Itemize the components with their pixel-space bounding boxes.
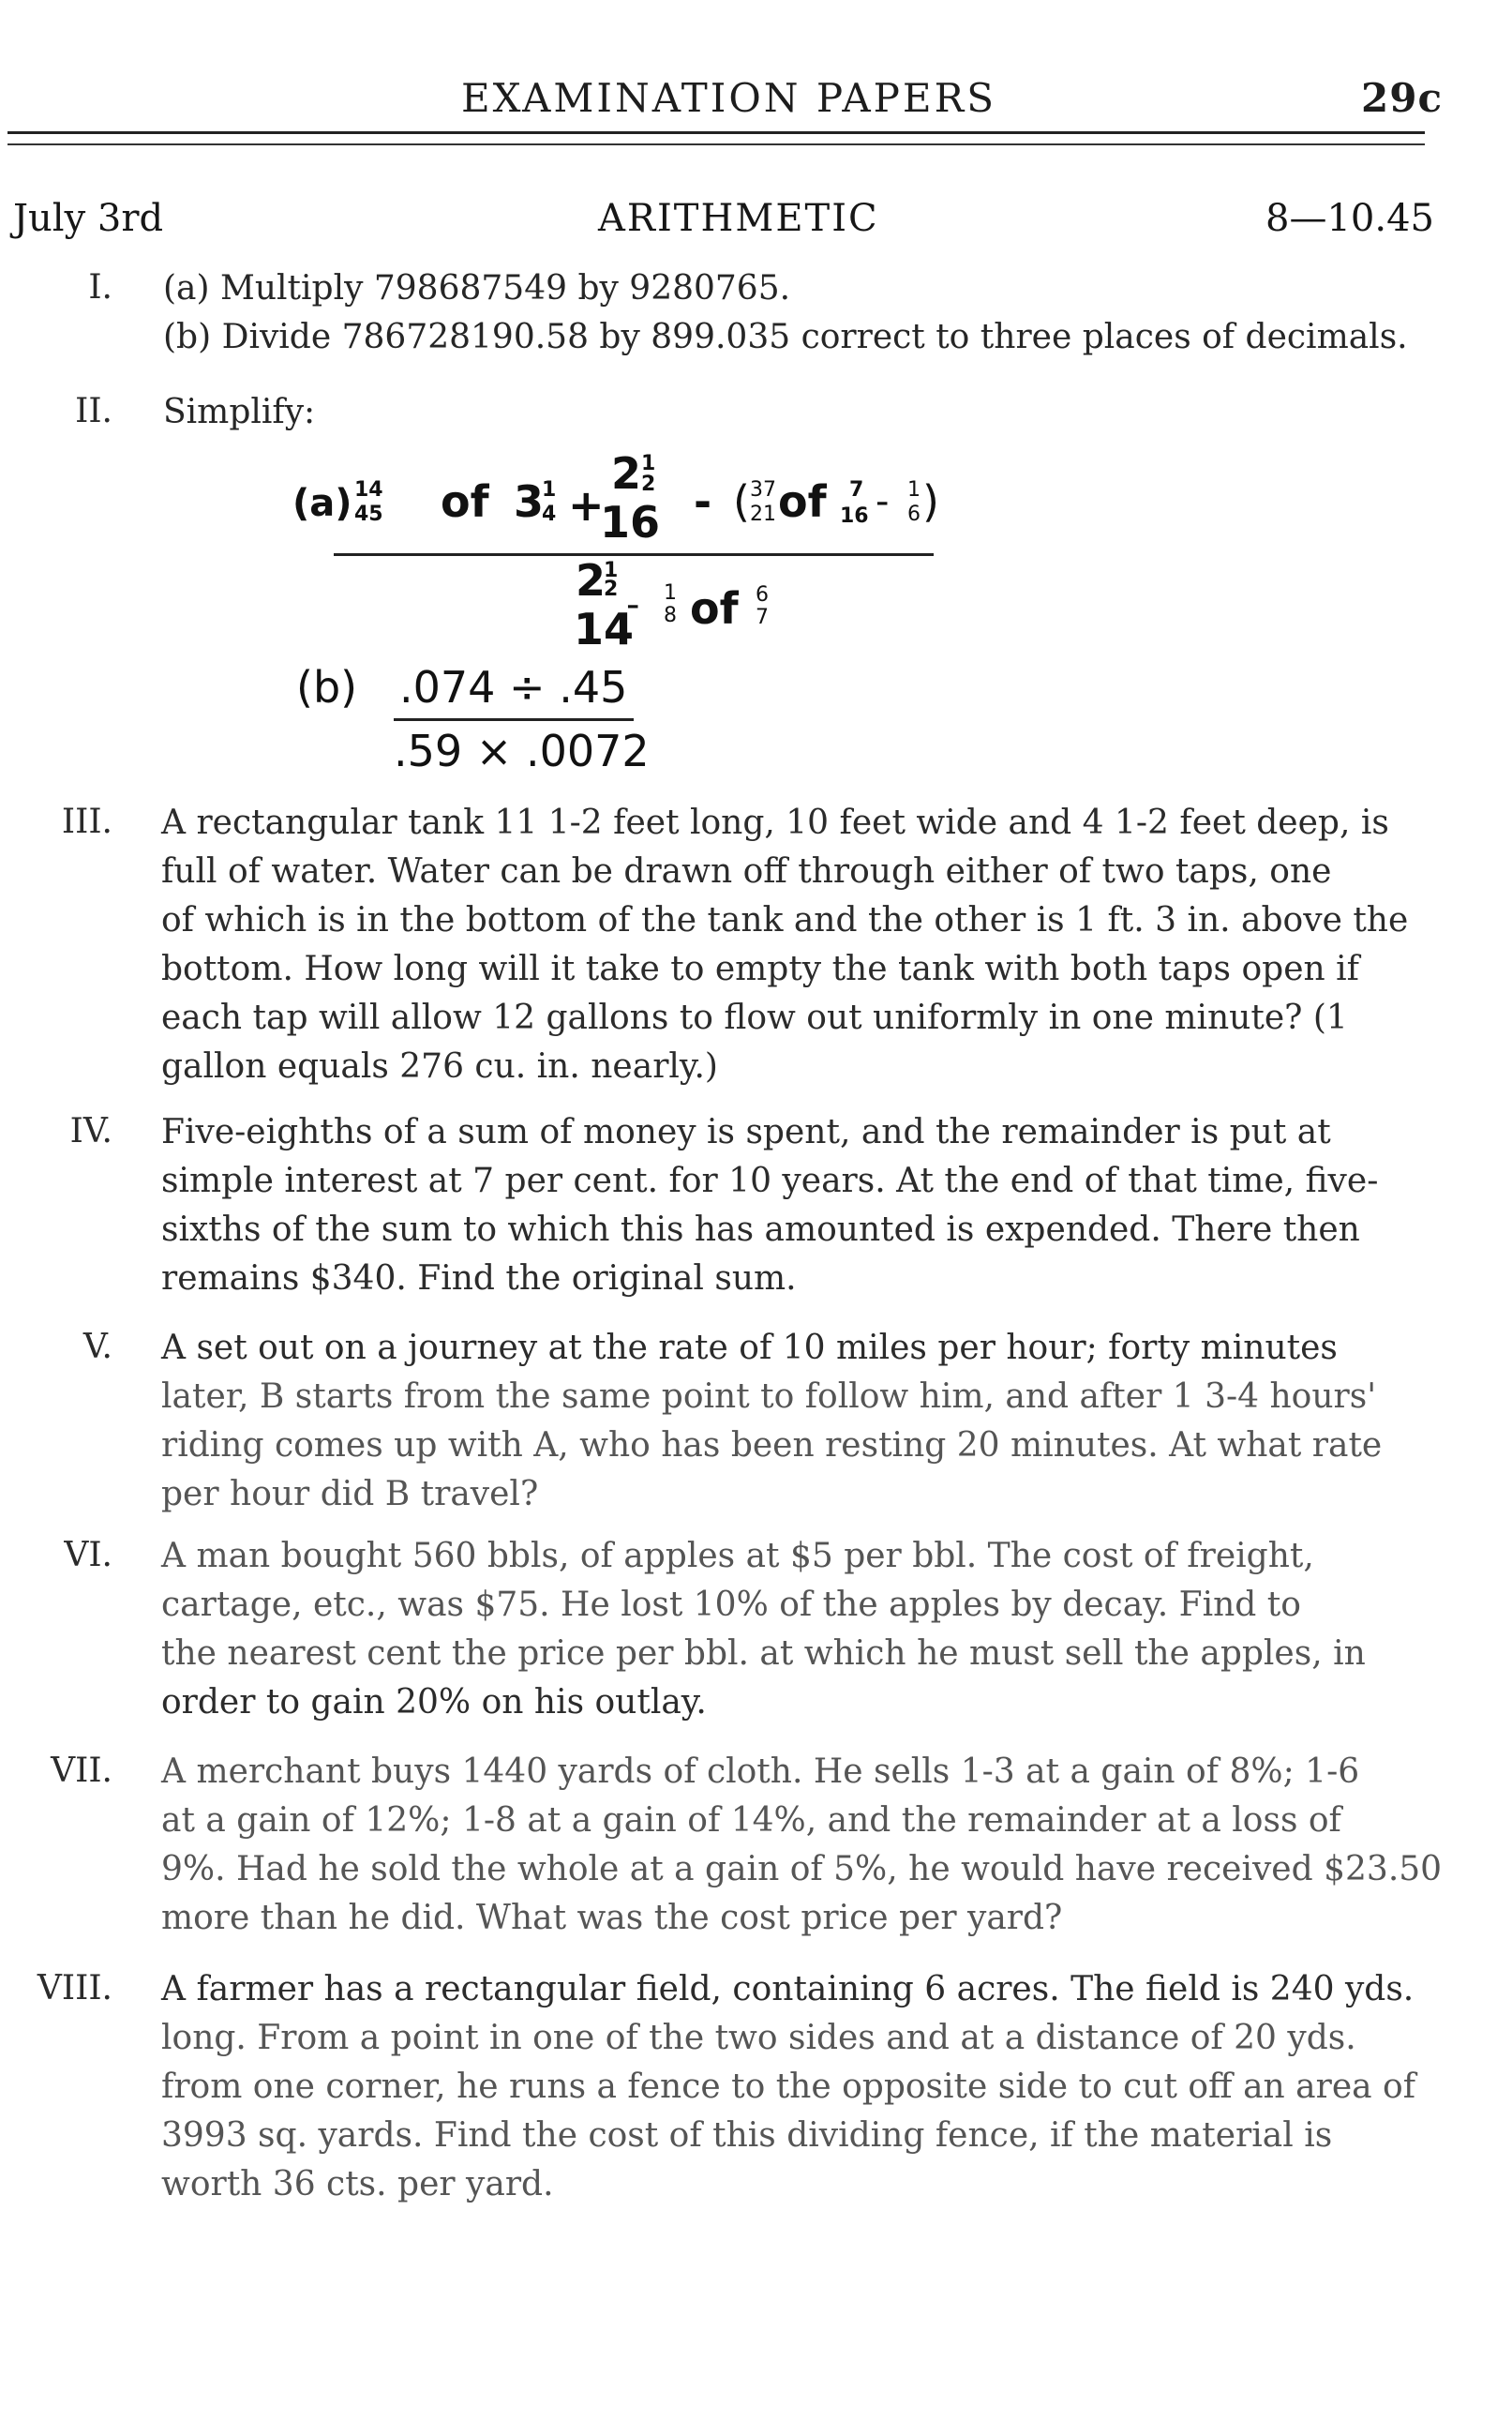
expr-a-den-h-den: 7 [756, 606, 769, 629]
question-3-line: of which is in the bottom of the tank and the other is 1 ft. 3 in. above the [161, 901, 1409, 940]
expr-b-fraction-bar [394, 718, 634, 721]
question-number-1: I. [88, 268, 112, 307]
expr-a-den-of: of [690, 583, 739, 634]
expr-a-minus: - [694, 476, 712, 527]
expr-a-f2-den: 2 [641, 473, 656, 496]
expr-a-den-g-den: 8 [664, 604, 677, 627]
expr-a-f4-num: 7 [849, 478, 864, 502]
question-3-line: full of water. Water can be drawn off through either of two taps, one [161, 852, 1332, 891]
question-number-3: III. [61, 803, 112, 841]
header-rule-bottom [7, 143, 1425, 145]
expr-a-den-denominator: 14 [574, 604, 635, 654]
question-8-line: A farmer has a rectangular field, containing 6 acres. The field is 240 yds. [161, 1970, 1415, 2008]
question-5-line: per hour did B travel? [161, 1475, 539, 1513]
expr-a-mixed-den: 4 [542, 503, 557, 526]
expr-a-of-1: of [441, 476, 489, 527]
question-8-line: long. From a point in one of the two sides and at a distance of 20 yds. [161, 2019, 1356, 2057]
question-4-text [161, 1108, 1438, 1303]
expr-a-den-h-num: 6 [756, 583, 769, 607]
expr-a-f3-den: 21 [750, 503, 776, 526]
expr-a-f4-den: 16 [840, 504, 869, 528]
exam-subject: ARITHMETIC [598, 197, 879, 240]
expr-a-den-minus: - [626, 583, 640, 626]
question-number-5: V. [82, 1328, 112, 1366]
question-6-line: order to gain 20% on his outlay. [161, 1683, 707, 1722]
question-number-7: VII. [51, 1752, 112, 1790]
expr-a-f1-num: 14 [354, 478, 383, 502]
question-7-line: A merchant buys 1440 yards of cloth. He sells 1-3 at a gain of 8%; 1-6 [161, 1752, 1360, 1791]
question-1a: (a) Multiply 798687549 by 9280765. [163, 269, 791, 308]
question-4-line: Five-eighths of a sum of money is spent, and the remainder is put at [161, 1113, 1331, 1151]
expr-a-f1-den: 45 [354, 503, 383, 526]
question-4-line: sixths of the sum to which this has amounted is expended. There then [161, 1210, 1360, 1249]
expr-a-mixed-num: 1 [542, 478, 557, 502]
question-8-line: from one corner, he runs a fence to the opposite side to cut off an area of [161, 2068, 1416, 2106]
expr-a-rparen: ) [922, 476, 939, 527]
expr-a-den-frac-den: 2 [604, 578, 619, 601]
question-number-2: II. [75, 392, 112, 430]
question-7-line: more than he did. What was the cost price per yard? [161, 1899, 1063, 1937]
question-4-line: simple interest at 7 per cent. for 10 years. At the end of that time, five- [161, 1162, 1379, 1200]
question-7-line: at a gain of 12%; 1-8 at a gain of 14%, and the remainder at a loss of [161, 1801, 1341, 1840]
question-7-line: 9%. Had he sold the whole at a gain of 5%, he would have received $23.50 [161, 1850, 1443, 1888]
question-6-line: the nearest cent the price per bbl. at which he must sell the apples, in [161, 1634, 1366, 1673]
question-3-line: each tap will allow 12 gallons to flow out uniformly in one minute? (1 [161, 999, 1348, 1037]
expr-a-f5-num: 1 [907, 478, 921, 502]
question-5-text [161, 1324, 1438, 1519]
question-6-line: A man bought 560 bbls, of apples at $5 per bbl. The cost of freight, [161, 1537, 1314, 1575]
expr-a-f5-den: 6 [907, 503, 921, 526]
question-4-line: remains $340. Find the original sum. [161, 1259, 797, 1298]
question-3-text [161, 799, 1438, 1091]
question-5-line: A set out on a journey at the rate of 10 miles per hour; forty minutes [161, 1329, 1338, 1367]
question-3-line: gallon equals 276 cu. in. nearly.) [161, 1047, 718, 1086]
question-1b: (b) Divide 786728190.58 by 899.035 correct to three places of decimals. [163, 318, 1408, 356]
header-rule-top [7, 131, 1425, 134]
question-8-text [161, 1965, 1438, 2209]
question-number-8: VIII. [37, 1969, 112, 2007]
question-6-line: cartage, etc., was $75. He lost 10% of the apples by decay. Find to [161, 1586, 1301, 1624]
question-number-4: IV. [69, 1112, 112, 1150]
page-number: 29c [1361, 75, 1444, 121]
expr-a-main-fraction-bar [334, 553, 934, 556]
expr-a-f2-num: 1 [641, 452, 656, 475]
question-2-intro: Simplify: [163, 393, 316, 431]
question-5-line: later, B starts from the same point to follow him, and after 1 3-4 hours' [161, 1377, 1377, 1416]
question-8-line: worth 36 cts. per yard. [161, 2165, 554, 2203]
expr-a-den-frac-num: 1 [604, 559, 619, 582]
question-7-text [161, 1748, 1443, 1943]
expr-a-den-g-num: 1 [664, 581, 677, 605]
question-3-line: bottom. How long will it take to empty the tank with both taps open if [161, 950, 1359, 988]
expr-b-numerator: .074 ÷ .45 [399, 662, 628, 713]
expr-a-f2-whole: 2 [611, 448, 642, 499]
exam-date: July 3rd [13, 197, 164, 240]
expr-a-of-2: of [778, 476, 827, 527]
expr-b-label: (b) [296, 662, 358, 713]
expr-b-denominator: .59 × .0072 [394, 726, 650, 776]
expr-a-f3-num: 37 [750, 478, 776, 502]
question-5-line: riding comes up with A, who has been resting 20 minutes. At what rate [161, 1426, 1383, 1465]
expr-a-den-whole: 2 [576, 555, 606, 606]
running-head-title: EXAMINATION PAPERS [461, 75, 996, 121]
question-number-6: VI. [64, 1536, 112, 1574]
question-8-line: 3993 sq. yards. Find the cost of this dividing fence, if the material is [161, 2116, 1333, 2155]
question-3-line: A rectangular tank 11 1-2 feet long, 10 feet wide and 4 1-2 feet deep, is [161, 804, 1389, 842]
question-6-text [161, 1532, 1438, 1727]
expr-a-plus: + [568, 480, 605, 531]
expr-a-lparen: ( [733, 476, 750, 527]
expr-a-mixed-whole: 3 [514, 476, 545, 527]
exam-time: 8—10.45 [1265, 197, 1434, 240]
expr-a-label: (a) [292, 482, 352, 525]
expr-a-f2-denominator: 16 [600, 497, 661, 548]
expr-a-minus-2: - [876, 480, 890, 523]
